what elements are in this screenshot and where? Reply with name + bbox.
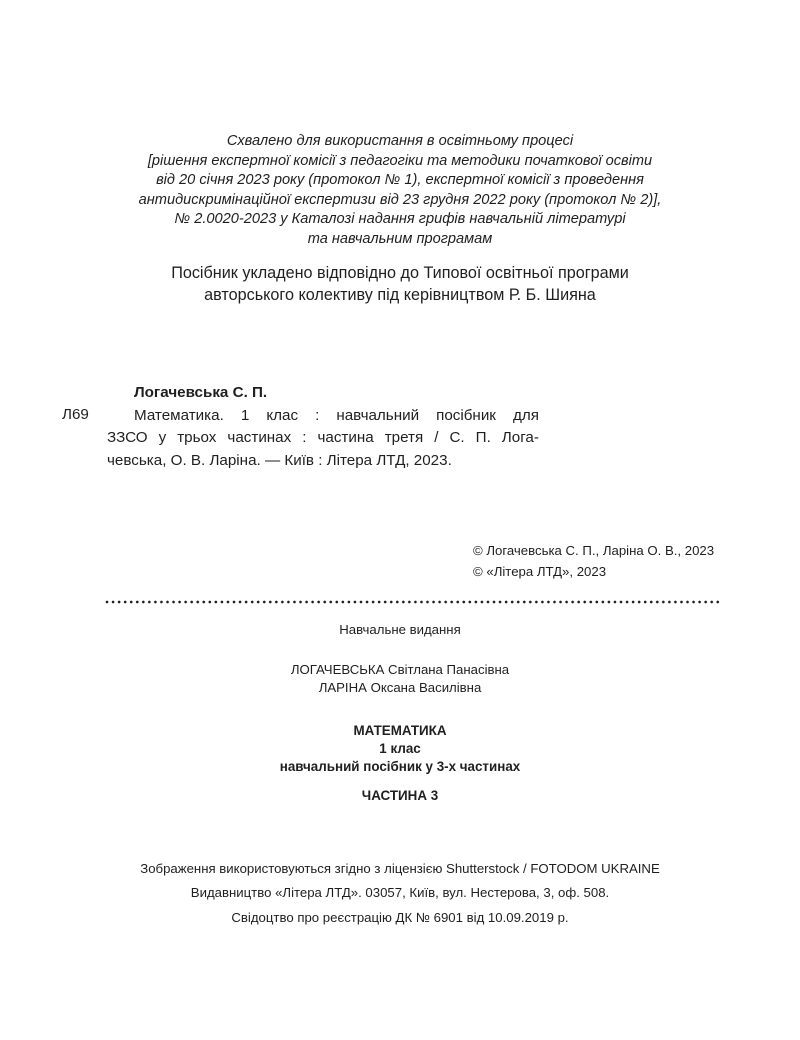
- catalog-word: :: [302, 429, 307, 447]
- edition-type: Навчальне видання: [339, 622, 461, 637]
- publisher-footer: [0, 857, 800, 930]
- catalog-word: 1: [240, 407, 250, 424]
- approval-line: Схвалено для використання в освітньому процесі: [226, 133, 574, 149]
- catalog-word: частина: [317, 429, 374, 447]
- catalog-word: для: [512, 407, 539, 424]
- catalog-word: С.: [449, 429, 465, 447]
- book-grade: 1 клас: [379, 741, 421, 756]
- catalog-word: Лога-: [501, 429, 539, 447]
- catalog-word: посібник: [436, 407, 496, 424]
- approval-line: від 20 січня 2023 року (протокол № 1), експертної комісії з проведення: [156, 172, 644, 189]
- approval-line: [рішення експертної комісії з педагогіки та методики початкової освіти: [147, 152, 653, 169]
- book-title: МАТЕМАТИКА: [353, 723, 447, 738]
- approval-statement: [0, 132, 800, 250]
- copyright-publisher: © «Літера ЛТД», 2023: [473, 563, 607, 579]
- program-basis-note: [0, 262, 800, 306]
- catalog-word: третя: [384, 429, 424, 447]
- image-license-note: Зображення використовуються згідно з ліцензією Shutterstock / FOTODOM UKRAINE: [140, 861, 660, 876]
- basis-line: Посібник укладено відповідно до Типової освітньої програми: [171, 264, 629, 282]
- dotted-divider: [104, 598, 720, 606]
- catalog-word: Математика.: [134, 407, 224, 424]
- approval-line: та навчальним програмам: [307, 230, 493, 247]
- book-part: ЧАСТИНА 3: [361, 788, 439, 803]
- catalog-word: клас: [266, 407, 299, 424]
- registration-certificate: Свідоцтво про реєстрацію ДК № 6901 від 10.09.2019 р.: [231, 909, 569, 925]
- author-name: ЛОГАЧЕВСЬКА Світлана Панасівна: [290, 662, 510, 677]
- catalog-word: П.: [475, 429, 491, 447]
- author-name: ЛАРІНА Оксана Василівна: [318, 679, 482, 695]
- catalog-author: Логачевська С. П.: [134, 384, 268, 401]
- authors-full-names: [0, 661, 800, 696]
- catalog-word: частинах: [227, 429, 292, 447]
- copyright-block: [473, 541, 714, 582]
- catalog-line-2: [107, 427, 539, 449]
- catalog-line-1: [107, 405, 539, 427]
- basis-line: авторського колективу під керівництвом Р. Б. Шияна: [204, 286, 596, 304]
- publisher-address: Видавництво «Літера ЛТД». 03057, Київ, вул. Нестерова, 3, оф. 508.: [190, 885, 610, 901]
- catalog-word: трьох: [177, 429, 217, 447]
- catalog-word: :: [315, 407, 320, 424]
- approval-line: № 2.0020-2023 у Каталозі надання грифів навчальній літературі: [174, 211, 626, 228]
- catalog-word: ЗЗСО: [107, 429, 148, 447]
- catalog-description: [107, 405, 539, 472]
- copyright-authors: © Логачевська С. П., Ларіна О. В., 2023: [473, 543, 715, 558]
- catalog-word: навчальний: [336, 407, 420, 424]
- catalog-word: /: [434, 429, 439, 447]
- approval-line: антидискримінаційної експертизи від 23 грудня 2022 року (протокол № 2)],: [138, 191, 662, 208]
- book-title-block: [0, 722, 800, 776]
- catalog-line-3: чевська, О. В. Ларіна. — Київ : Літера ЛТД, 2023.: [107, 451, 452, 469]
- book-subtitle: навчальний посібник у 3-х частинах: [279, 759, 521, 774]
- catalog-word: у: [158, 429, 167, 447]
- catalog-code: Л69: [62, 406, 89, 423]
